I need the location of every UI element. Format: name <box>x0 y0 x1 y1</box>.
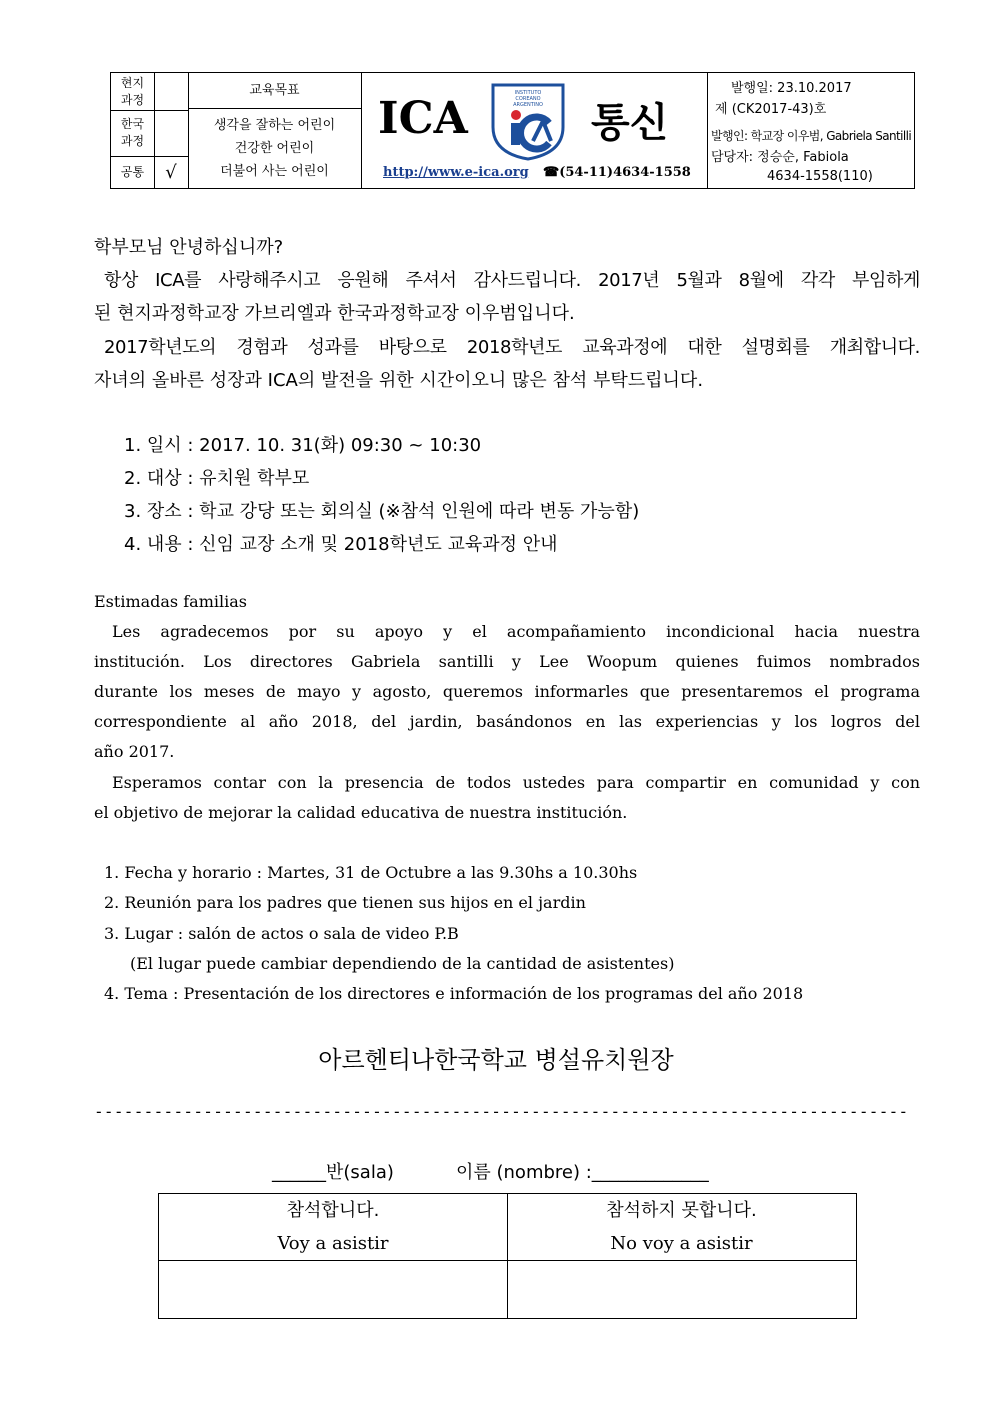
spanish-greeting: Estimadas familias <box>94 592 247 611</box>
korean-list-item: 4. 내용 : 신임 교장 소개 및 2018학년도 교육과정 안내 <box>124 534 558 555</box>
publisher: 발행인: 학교장 이우범, Gabriela Santilli <box>711 129 912 143</box>
spanish-paragraph-line: el objetivo de mejorar la calidad educativa de nuestra institución. <box>94 803 628 822</box>
check-mark: √ <box>165 161 177 183</box>
svg-text:INSTITUTO: INSTITUTO <box>514 90 542 96</box>
spanish-paragraph-line: correspondiente al año 2018, del jardin, basándonos en las experiencias y los logros del <box>94 712 920 731</box>
newsletter-title: 통신 <box>591 100 669 146</box>
attend-label-spanish: Voy a asistir <box>277 1233 389 1254</box>
signature: 아르헨티나한국학교 병설유치원장 <box>318 1046 674 1074</box>
goal-item: 건강한 어린이 <box>234 140 315 156</box>
attendance-table <box>158 1193 857 1319</box>
brand-name: ICA <box>378 93 468 144</box>
divider <box>707 73 708 188</box>
spanish-list-item: 4. Tema : Presentación de los directores e información de los programas del año 2018 <box>104 984 804 1003</box>
not-attend-label-spanish: No voy a asistir <box>610 1233 753 1254</box>
korean-paragraph-line: 항상 ICA를 사랑해주시고 응원해 주셔서 감사드립니다. 2017년 5월과 8월에 각각 부임하게 <box>104 270 920 291</box>
phone-number: ☎(54-11)4634-1558 <box>543 165 691 180</box>
korean-greeting: 학부모님 안녕하십니까? <box>94 237 284 258</box>
issue-date: 발행일: 23.10.2017 <box>731 81 852 96</box>
spanish-list-item: 1. Fecha y horario : Martes, 31 de Octubre a las 9.30hs a 10.30hs <box>104 863 638 882</box>
name-field[interactable]: 이름 (nombre) :_____________ <box>456 1162 709 1183</box>
spanish-paragraph-line: año 2017. <box>94 742 175 761</box>
korean-list-item: 1. 일시 : 2017. 10. 31(화) 09:30 ~ 10:30 <box>124 435 482 456</box>
not-attend-label-korean: 참석하지 못합니다. <box>606 1200 757 1221</box>
korean-paragraph-line: 자녀의 올바른 성장과 ICA의 발전을 위한 시간이오니 많은 참석 부탁드립니다. <box>94 370 704 391</box>
cut-line: ---------------------------------------------------------------------------------- <box>94 1102 909 1121</box>
spanish-paragraph-line: institución. Los directores Gabriela santilli y Lee Woopum quienes fuimos nombrados <box>94 652 920 671</box>
school-logo-icon <box>489 81 567 161</box>
goals-title: 교육목표 <box>249 83 300 98</box>
spanish-paragraph-line: Les agradecemos por su apoyo y el acompañamiento incondicional hacia nuestra <box>112 622 920 641</box>
goal-item: 생각을 잘하는 어린이 <box>213 117 336 133</box>
divider <box>188 108 361 109</box>
issue-number: 제 (CK2017-43)호 <box>715 102 827 117</box>
spanish-paragraph-line: durante los meses de mayo y agosto, queremos informarles que presentaremos el programa <box>94 682 920 701</box>
contact-phone: 4634-1558(110) <box>767 169 873 184</box>
newsletter-header <box>110 72 915 189</box>
svg-text:ARGENTINO: ARGENTINO <box>513 102 543 108</box>
korean-list-item: 2. 대상 : 유치원 학부모 <box>124 468 310 489</box>
spanish-list-item: (El lugar puede cambiar dependiendo de la cantidad de asistentes) <box>130 954 675 973</box>
divider <box>361 73 362 188</box>
attend-label-korean: 참석합니다. <box>286 1200 380 1221</box>
spanish-list-item: 2. Reunión para los padres que tienen sus hijos en el jardin <box>104 893 586 912</box>
spanish-list-item: 3. Lugar : salón de actos o sala de video P.B <box>104 924 459 943</box>
svg-text:COREANO: COREANO <box>515 96 541 102</box>
spanish-paragraph-line: Esperamos contar con la presencia de todos ustedes para compartir en comunidad y con <box>112 773 920 792</box>
korean-paragraph-line: 된 현지과정학교장 가브리엘과 한국과정학교장 이우범입니다. <box>94 303 575 324</box>
korean-list-item: 3. 장소 : 학교 강당 또는 회의실 (※참석 인원에 따라 변동 가능함) <box>124 501 640 522</box>
contact-person: 담당자: 정승순, Fabiola <box>711 150 849 165</box>
class-field[interactable]: ______반(sala) <box>272 1162 394 1183</box>
not-attend-checkbox-cell[interactable] <box>508 1261 856 1318</box>
course-label-local: 현지 과정 <box>120 75 145 107</box>
attend-checkbox-cell[interactable] <box>159 1261 507 1318</box>
korean-paragraph-line: 2017학년도의 경험과 성과를 바탕으로 2018학년도 교육과정에 대한 설명회를 개최합니다. <box>104 337 920 358</box>
website-link[interactable]: http://www.e-ica.org <box>383 165 529 180</box>
course-label-korean: 한국 과정 <box>120 117 145 148</box>
course-label-common: 공통 <box>120 164 145 179</box>
goal-item: 더불어 사는 어린이 <box>220 163 329 179</box>
